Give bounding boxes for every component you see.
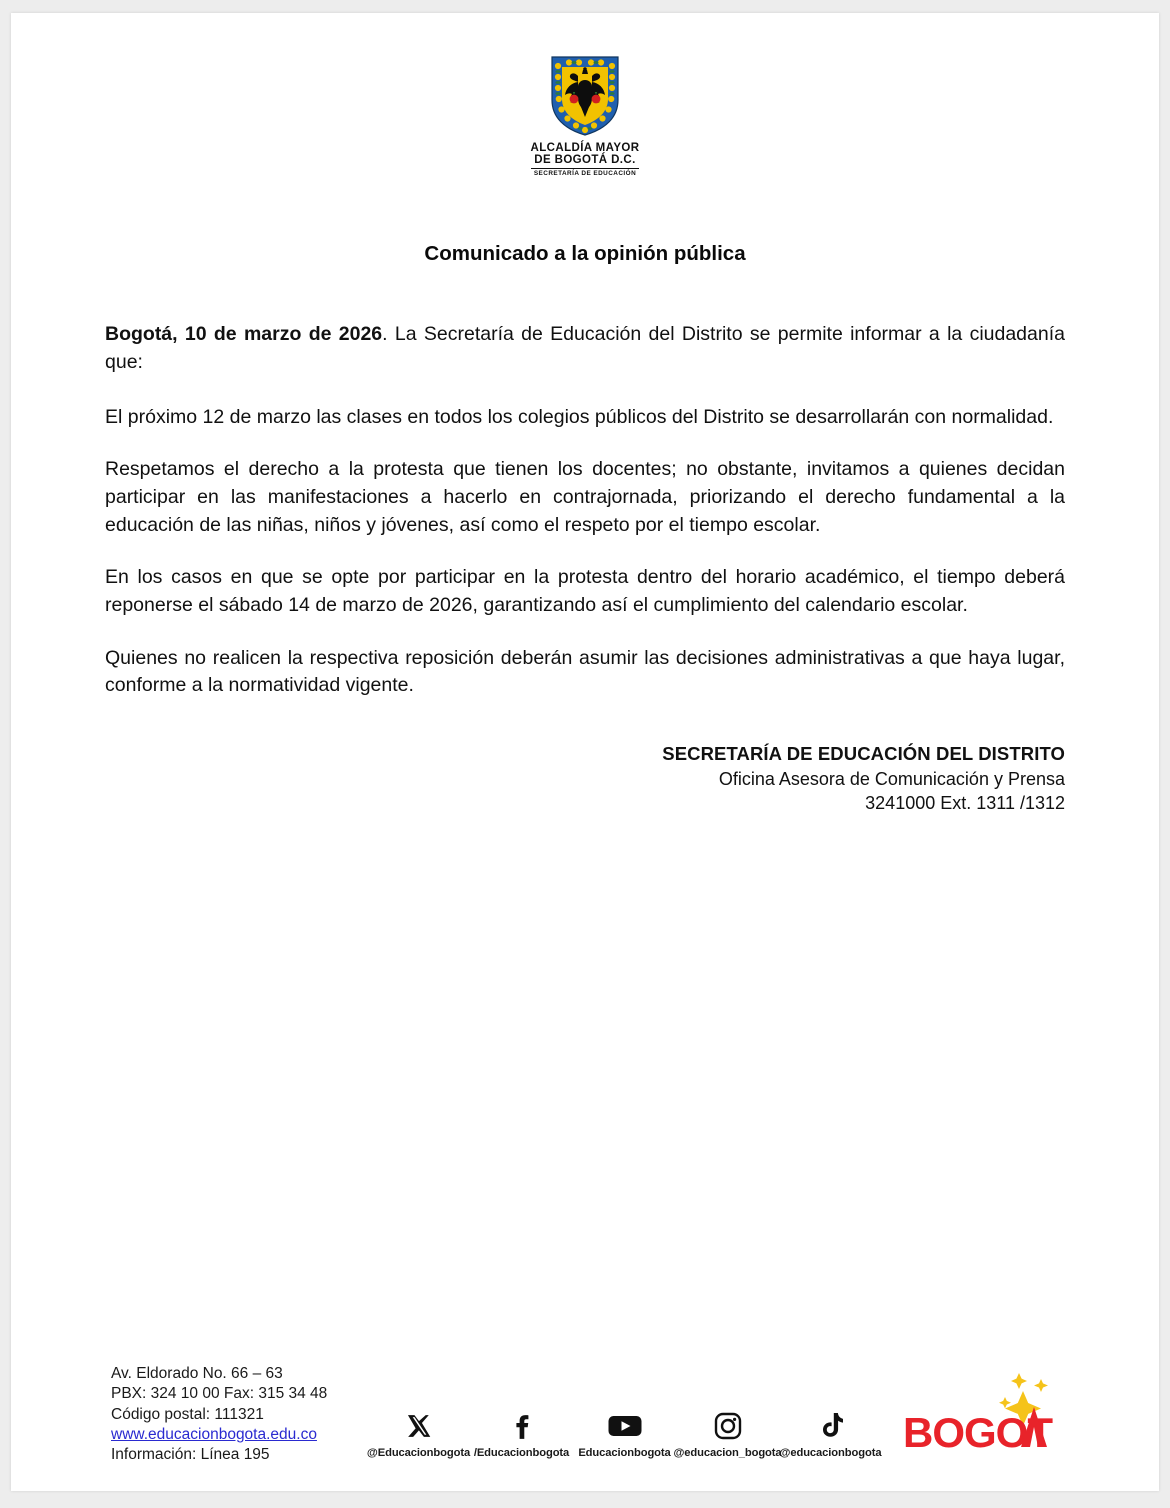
social-handle-youtube: Educacionbogota [578, 1447, 671, 1459]
letterhead [11, 13, 1159, 178]
letterhead-text [531, 142, 640, 178]
letterhead-line-2: DE BOGOTÁ D.C. [534, 154, 636, 167]
paragraph-2: Respetamos el derecho a la protesta que tienen los docentes; no obstante, invitamos a quienes decidan participar en las manifestaciones a hacerlo en contrajornada, priorizando el derecho fundamental a la educación de las niñas, niños y jóvenes, así como el respeto por el tiempo escolar. [105, 458, 1065, 536]
footer-address: Av. Eldorado No. 66 – 63 [111, 1365, 283, 1383]
footer-pbx: PBX: 324 10 00 Fax: 315 34 48 [111, 1385, 328, 1403]
footer-contact-info [111, 1364, 327, 1465]
dateline: Bogotá, 10 de marzo de 2026 [105, 323, 383, 346]
instagram-icon [714, 1410, 742, 1442]
footer-postal-code: Código postal: 111321 [111, 1405, 264, 1423]
tiktok-icon [819, 1410, 843, 1442]
social-item-instagram[interactable] [673, 1410, 782, 1459]
document-body [105, 266, 1065, 700]
paragraph-lead [105, 321, 1065, 376]
bogota-coat-of-arms-icon [548, 54, 622, 138]
letterhead-subtitle: SECRETARÍA DE EDUCACIÓN [533, 170, 637, 178]
social-media-row [367, 1410, 882, 1459]
social-handle-x: @Educacionbogota [366, 1447, 471, 1459]
facebook-icon [511, 1410, 533, 1442]
youtube-icon [608, 1410, 642, 1442]
signature-block [105, 742, 1065, 816]
signature-office: Oficina Asesora de Comunicación y Prensa [718, 769, 1065, 789]
signature-organization: SECRETARÍA DE EDUCACIÓN DEL DISTRITO [662, 743, 1065, 765]
paragraph-lead-text: . La Secretaría de Educación del Distrito se permite informar a la ciudadanía que: [105, 323, 1065, 373]
footer-info-line: Información: Línea 195 [111, 1445, 270, 1463]
social-item-tiktok[interactable] [779, 1410, 882, 1459]
footer-website-link[interactable]: www.educacionbogota.edu.co [111, 1425, 317, 1443]
social-handle-instagram: @educacion_bogota [673, 1447, 782, 1459]
paragraph-4: Quienes no realicen la respectiva reposición deberán asumir las decisiones administrativas a que haya lugar, conforme a la normatividad vigente. [105, 646, 1065, 697]
page-title: Comunicado a la opinión pública [424, 242, 746, 266]
paragraph-3: En los casos en que se opte por participar en la protesta dentro del horario académico, el tiempo deberá reponerse el sábado 14 de marzo de 2026, garantizando así el cumplimiento del calendario escolar. [105, 566, 1065, 616]
social-handle-tiktok: @educacionbogota [779, 1447, 882, 1459]
signature-phone: 3241000 Ext. 1311 /1312 [865, 793, 1065, 814]
social-handle-facebook: /Educacionbogota [473, 1447, 570, 1459]
social-item-x[interactable] [367, 1410, 470, 1459]
paragraph-1: El próximo 12 de marzo las clases en todos los colegios públicos del Distrito se desarrollarán con normalidad. [105, 405, 1054, 428]
document-page [11, 13, 1159, 1491]
social-item-facebook[interactable] [470, 1410, 573, 1459]
page-footer [11, 1337, 1159, 1467]
social-item-youtube[interactable] [573, 1410, 676, 1459]
svg-text:BOGOT: BOGOT [903, 1409, 1052, 1456]
bogota-city-logo [901, 1369, 1071, 1461]
letterhead-line-1: ALCALDÍA MAYOR [530, 142, 640, 154]
x-twitter-icon [406, 1410, 432, 1442]
